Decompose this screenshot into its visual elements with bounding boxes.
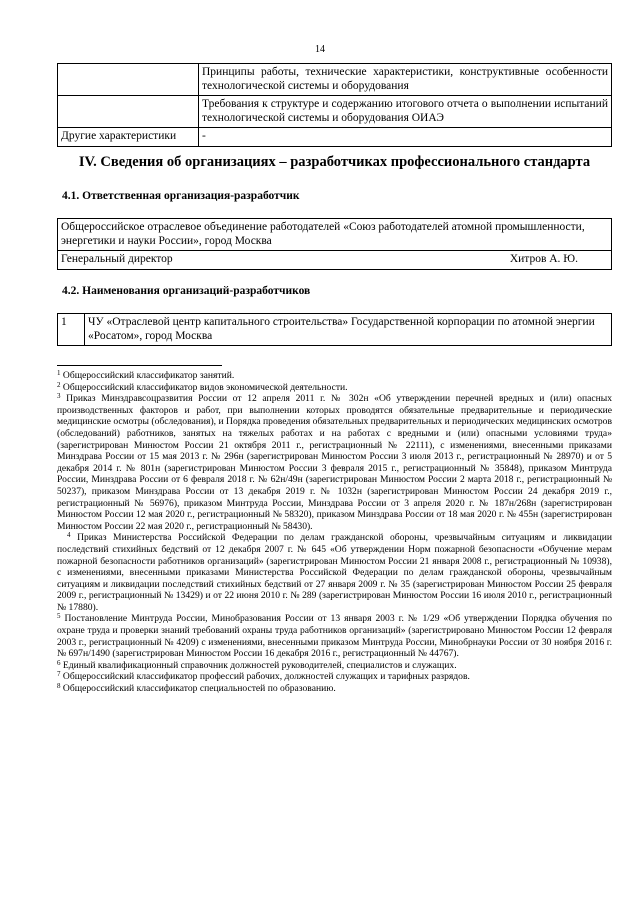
table-row — [58, 96, 612, 128]
table-cell-text: - — [199, 128, 612, 147]
developer-name: ЧУ «Отраслевой центр капитального строительства» Государственной корпорации по атомной энергии «Росатом», город Москва — [85, 314, 612, 346]
footnote-number: 4 — [67, 531, 71, 540]
footnote-number: 5 — [57, 612, 61, 621]
table-row — [58, 128, 612, 147]
table-row — [58, 314, 612, 346]
footnote-text: Общероссийский классификатор профессий рабочих, должностей служащих и тарифных разрядов. — [62, 671, 470, 683]
footnote-number: 7 — [57, 670, 61, 679]
footnote-text: Приказ Минздравсоцразвития России от 12 апреля 2011 г. № 302н «Об утверждении перечней вредных и (или) опасных производственных факторов и работ, при выполнении которых проводятся обязательные предварительные и периодические медицинские осмотры (обследования), и Порядка проведения обязательных предварительных и периодических медицинских осмотров (обследований) работников, занятых на тяжелых работах и на работах с вредными и (или) опасными условиями труда» (зарегистрирован Минюстом России 21 октября 2011 г., регистрационный № 22111), с изменениями, внесенными приказами Минздрава России от 15 мая 2013 г. № 296н (зарегистрирован Минюстом России 3 июля 2013 г., регистрационный № 28970) и от 5 декабря 2014 г. № 801н (зарегистрирован Минюстом России 3 февраля 2015 г., регистрационный № 35848), приказом Минтруда России, Минздрава России от 6 февраля 2018 г. № 62н/49н (зарегистрирован Минюстом России 2 марта 2018 г., регистрационный № 50237), приказом Минздрава России от 13 декабря 2019 г. № 1032н (зарегистрирован Минюстом России 24 декабря 2019 г., регистрационный № 56976), приказом Минтруда России, Минздрава России от 3 апреля 2020 г. № 187н/268н (зарегистрирован Минюстом России 12 мая 2020 г., регистрационный № 58320), приказом Минздрава России от 18 мая 2020 г. № 455н (зарегистрирован Минюстом России 22 мая 2020 г., регистрационный № 58430). — [57, 393, 612, 532]
footnote-text: Общероссийский классификатор специальностей по образованию. — [62, 683, 336, 695]
footnote — [57, 370, 612, 382]
table-row — [58, 64, 612, 96]
table-cell-label: Другие характеристики — [58, 128, 199, 147]
footnote — [57, 532, 612, 613]
footnote-number: 8 — [57, 682, 61, 691]
director-name: Хитров А. Ю. — [509, 253, 578, 265]
footnote — [57, 382, 612, 394]
responsible-org-table — [57, 218, 612, 270]
characteristics-table — [57, 63, 612, 147]
footnote-number: 1 — [57, 369, 61, 377]
footnote-text: Общероссийский классификатор занятий. — [62, 370, 235, 381]
footnote — [57, 660, 612, 672]
table-row — [58, 219, 612, 251]
section-title: IV. Сведения об организациях – разработчиках профессионального стандарта — [78, 154, 591, 170]
director-cell — [58, 251, 612, 270]
footnote — [57, 683, 612, 695]
table-cell-label — [58, 64, 199, 96]
table-cell-text: Принципы работы, технические характеристики, конструктивные особенности технологической системы и оборудования — [199, 64, 612, 96]
table-cell-label — [58, 96, 199, 128]
director-title: Генеральный директор — [61, 253, 173, 265]
footnote — [57, 393, 612, 532]
footnote — [57, 613, 612, 659]
subsection-title-responsible: 4.1. Ответственная организация-разработчик — [62, 190, 300, 202]
footnote-text: Постановление Минтруда России, Минобразования России от 13 января 2003 г. № 1/29 «Об утверждении Порядка обучения по охране труда и проверки знаний требований охраны труда работников организаций» (зарегистрировано Минюстом России 12 февраля 2003 г., регистрационный № 4209) с изменениями, внесенными приказом Минтруда России, Минобрнауки России от 30 ноября 2016 г. № 697н/1490 (зарегистрирован Минюстом России 16 декабря 2016 г., регистрационный № 44767). — [57, 613, 613, 660]
footnote-number: 6 — [57, 658, 61, 667]
footnote-text: Приказ Министерства Российской Федерации по делам гражданской обороны, чрезвычайным ситуациям и ликвидации последствий стихийных бедствий от 12 декабря 2007 г. № 645 «Об утверждении Норм пожарной безопасности «Обучение мерам пожарной безопасности работников организаций» (зарегистрирован Минюстом России 21 января 2008 г., регистрационный № 10938), с изменениями, внесенными приказами Министерства Российской Федерации по делам гражданской обороны, чрезвычайным ситуациям и ликвидации последствий стихийных бедствий от 27 января 2009 г. № 35 (зарегистрирован Минюстом России 25 февраля 2009 г., регистрационный № 13429) и от 22 июня 2010 г. № 289 (зарегистрирован Минюстом России 16 июля 2010 г., регистрационный № 17880). — [57, 532, 612, 613]
footnote-text: Единый квалификационный справочник должностей руководителей, специалистов и служащих. — [62, 659, 457, 671]
responsible-org-name: Общероссийское отраслевое объединение работодателей «Союз работодателей атомной промышленности, энергетики и науки России», город Москва — [58, 219, 612, 251]
page-number: 14 — [315, 44, 325, 55]
table-cell-text: Требования к структуре и содержанию итогового отчета о выполнении испытаний технологической системы и оборудования ОИАЭ — [199, 96, 612, 128]
footnote-separator — [57, 365, 222, 366]
developers-table — [57, 313, 612, 346]
table-row — [58, 251, 612, 270]
footnote-text: Общероссийский классификатор видов экономической деятельности. — [62, 381, 348, 393]
footnote-number: 3 — [57, 392, 61, 401]
developer-number: 1 — [58, 314, 85, 346]
footnote — [57, 671, 612, 683]
footnotes — [57, 370, 612, 695]
footnote-number: 2 — [57, 380, 61, 389]
subsection-title-developers: 4.2. Наименования организаций-разработчиков — [62, 285, 311, 297]
